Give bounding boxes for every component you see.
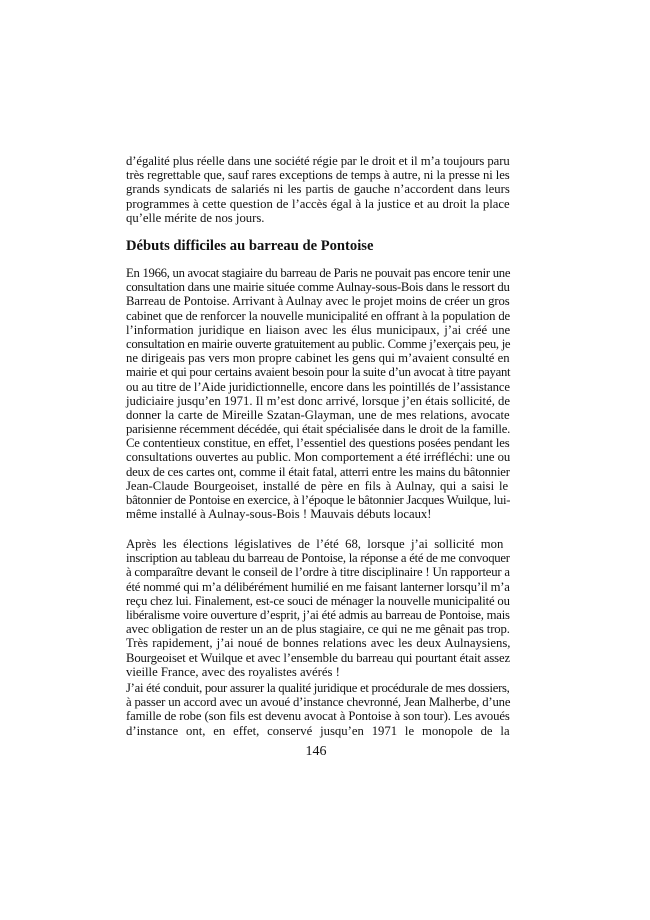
text-line: Très rapidement, j’ai noué de bonnes relations avec les deux Aulnaysiens,: [126, 636, 511, 651]
text-line: avec obligation de rester un an de plus stagiaire, ce qui ne me gênait pas trop.: [126, 622, 510, 637]
text-line: d’instance ont, en effet, conservé jusqu’en 1971 le monopole de la: [126, 723, 510, 738]
text-line: Barreau de Pontoise. Arrivant à Aulnay avec le projet moins de créer un gros: [126, 294, 510, 309]
text-line: donner la carte de Mireille Szatan-Glayman, une de mes relations, avocate: [126, 407, 510, 422]
text-line: à comparaître devant le conseil de l’ordre à titre disciplinaire ! Un rapporteur a: [126, 565, 510, 580]
text-line: consultation en mairie ouverte gratuitement au public. Comme j’exerçais peu, je: [126, 336, 511, 351]
text-line: d’égalité plus réelle dans une société régie par le droit et il m’a toujours paru: [126, 154, 510, 168]
page-number: 146: [305, 744, 327, 759]
text-line: bâtonnier de Pontoise en exercice, à l’époque le bâtonnier Jacques Wuilque, lui-: [126, 493, 511, 507]
text-line: même installé à Aulnay-sous-Bois ! Mauvais débuts locaux!: [126, 507, 432, 522]
text-line: Ce contentieux constitue, en effet, l’essentiel des questions posées pendant les: [126, 436, 510, 451]
text-line: Bourgeoiset et Wuilque et avec l’ensemble du barreau qui pourtant était assez: [126, 650, 510, 665]
text-line: J’ai été conduit, pour assurer la qualité juridique et procédurale de mes dossiers,: [126, 681, 510, 695]
text-line: inscription au tableau du barreau de Pontoise, la réponse a été de me convoquer: [126, 551, 510, 566]
text-line: grands syndicats de salariés ni les partis de gauche n’accordent dans leurs: [126, 182, 510, 197]
text-line: reçu chez lui. Finalement, est-ce souci de ménager la nouvelle municipalité ou: [126, 593, 510, 608]
text-line: judiciaire jusqu’en 1971. Il m’est donc arrivé, lorsque j’en étais sollicité, de: [126, 393, 511, 408]
text-line: libéralisme voire ouverture d’esprit, j’ai été admis au barreau de Pontoise, mais: [126, 607, 510, 622]
text-line: ou au titre de l’Aide juridictionnelle, encore dans les pointillés de l’assistance: [126, 379, 510, 394]
text-line: très regrettable que, sauf rares exceptions de temps à autre, ni la presse ni les: [126, 168, 510, 183]
text-line: Jean-Claude Bourgeoiset, installé de père en fils à Aulnay, qui a saisi le: [126, 478, 509, 493]
section-heading: Débuts difficiles au barreau de Pontoise: [126, 238, 374, 254]
text-line: vieille France, avec des royalistes avérés !: [126, 664, 340, 679]
text-line: En 1966, un avocat stagiaire du barreau de Paris ne pouvait pas encore tenir une: [126, 266, 511, 280]
text-line: programmes à cette question de l’accès égal à la justice et au droit la place: [126, 196, 510, 211]
text-line: à passer un accord avec un avoué d’instance chevronné, Jean Malherbe, d’une: [126, 695, 511, 710]
text-line: ne dirigeais pas vers mon propre cabinet les gens qui m’avaient consulté en: [126, 351, 510, 366]
text-line: famille de robe (son fils est devenu avocat à Pontoise à son tour). Les avoués: [126, 709, 510, 724]
text-line: parisienne récemment décédée, qui était spécialisée dans le droit de la famille.: [126, 422, 511, 437]
text-line: qu’elle mérite de nos jours.: [126, 210, 265, 225]
text-line: mairie et qui pour certains avaient besoin pour la suite d’un avocat à titre payant: [126, 365, 511, 380]
text-line: consultations ouvertes au public. Mon comportement a été irréfléchi: une ou: [126, 450, 511, 465]
text-line: consultation dans une mairie située comme Aulnay-sous-Bois dans le ressort du: [126, 280, 510, 295]
text-line: cabinet que de renforcer la nouvelle municipalité en offrant à la population de: [126, 308, 511, 323]
paragraph-apres-elections: [126, 537, 510, 679]
paragraph-avoue-accord: [126, 681, 510, 738]
text-line: été nommé qui m’a délibérément humilié en me faisant lanterner lorsqu’il m’a: [126, 579, 510, 594]
text-line: deux de ces cartes ont, comme il était fatal, atterri entre les mains du bâtonnier: [126, 464, 510, 479]
paragraph-1966-consultation: [126, 266, 510, 521]
paragraph-intro-continuation: [126, 154, 510, 225]
text-line: Après les élections législatives de l’été 68, lorsque j’ai sollicité mon: [126, 537, 504, 551]
text-line: l’information juridique en liaison avec les élus municipaux, j’ai créé une: [126, 322, 511, 337]
